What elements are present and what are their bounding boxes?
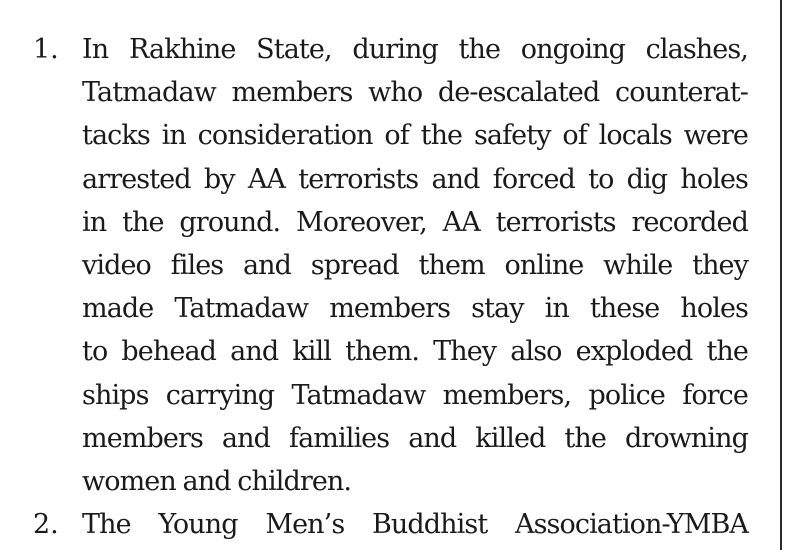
paragraph-line: in the ground. Moreover, AA terrorists recorded	[82, 206, 748, 238]
numbered-list	[0, 28, 780, 546]
list-item-number: 1.	[33, 34, 59, 65]
paragraph-line: arrested by AA terrorists and forced to dig holes	[82, 163, 748, 195]
paragraph-line: members and families and killed the drowning	[82, 422, 748, 454]
paragraph-line: women and children.	[82, 465, 352, 497]
paragraph-line: The Young Men’s Buddhist Association-YMBA	[82, 509, 748, 541]
paragraph-line: made Tatmadaw members stay in these holes	[82, 293, 748, 325]
paragraph-line: tacks in consideration of the safety of locals were	[82, 120, 748, 152]
column-rule	[780, 0, 782, 550]
paragraph-line: video files and spread them online while they	[82, 249, 748, 281]
list-item-1	[0, 28, 780, 503]
list-item-2	[0, 503, 780, 546]
paragraph-line: Tatmadaw members who de-escalated counterat-	[82, 77, 748, 109]
paragraph-line: In Rakhine State, during the ongoing clashes,	[82, 34, 748, 65]
paragraph-line: to behead and kill them. They also exploded the	[82, 336, 748, 368]
paragraph-line: ships carrying Tatmadaw members, police force	[82, 379, 748, 411]
list-item-number: 2.	[33, 509, 59, 541]
